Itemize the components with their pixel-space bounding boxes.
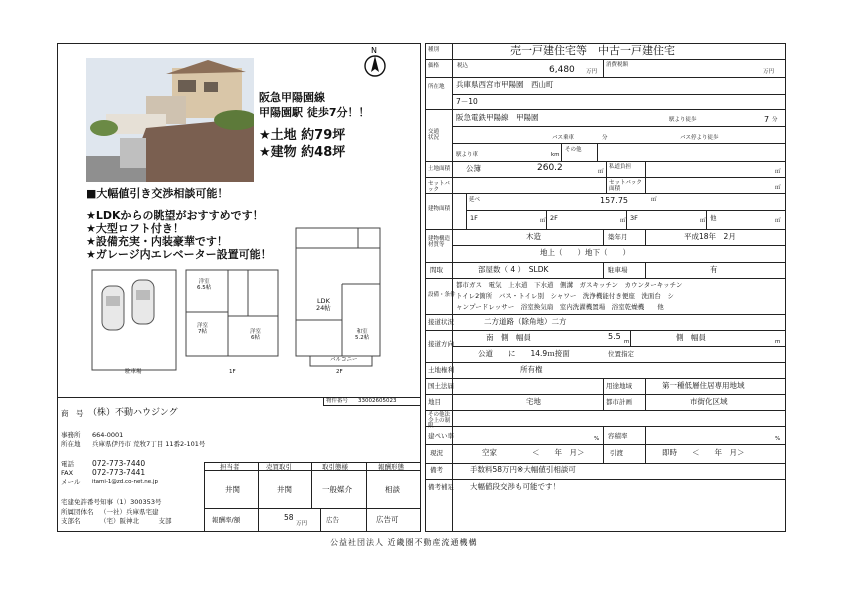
city-plan-label: 都市計画 [606,398,632,406]
km: km [551,152,560,158]
line: 阪急電鉄甲陽線 甲陽園 [456,113,539,122]
north-arrow-icon [360,44,390,78]
structure-label: 建物構造材質等 [428,236,451,248]
svg-text:N: N [371,46,377,55]
property-photo [86,58,254,182]
road1-m: m [624,339,630,345]
trade-label: 商 号 [61,409,84,418]
highlight-item: ★ガレージ内エレベーター設置可能！ [86,248,272,261]
city-plan: 市街化区域 [690,397,728,406]
highlight-item: ★大型ロフト付き！ [86,222,184,235]
fee-unit: 万円 [296,521,308,527]
f1-label: 1F [470,214,478,222]
road2-m: m [775,339,781,345]
plan-balcony: バルコニー [330,357,358,363]
price-unit: 万円 [586,69,598,75]
deal-value: 相談 [385,485,400,494]
total-area: 157.75 [600,196,628,205]
highlight-item: ★設備充実・内装豪華です！ [86,235,228,248]
doc-no: 33002605023 [358,398,397,404]
road-type: 公道 に 14.9ｍ接面 [478,349,570,358]
deal-value: 井関 [277,485,292,494]
zoning-label: 用途地域 [606,382,632,390]
deal-header: 報酬形態 [378,463,404,471]
road1-dir: 南 側 幅員 [486,333,531,342]
tel-label: 電話 [61,460,74,468]
mail: itami-1@zd.co-net.ne.jp [92,479,158,485]
location-label: 所在地 [428,84,445,90]
highlight-headline: ■大幅値引き交渉相談可能！ [86,187,229,200]
layout-label: 間取 [430,266,443,274]
mail-label: メール [61,478,81,486]
far-label: 容積率 [608,432,628,440]
remarks2: 大幅値段交渉も可能です！ [470,482,560,491]
handover-date: ＜ 年 月＞ [692,448,745,457]
land-area-label: 土地面積 [428,166,451,172]
sqm: ㎡ [775,169,781,175]
equip-line: ャンプードレッサー 浴室換気扇 室内洗濯機置場 浴室乾燥機 他 [456,303,664,311]
plan-room1: 洋室 6.5帖 [197,279,212,291]
bus-label: バス乗車 [552,135,575,141]
deal-header: 担当者 [220,463,240,471]
layout: 部屋数（ 4 ） SLDK [478,265,549,274]
private-road-label: 私道負担 [609,164,632,170]
license-label: 宅建免許番号 [61,498,100,506]
setback-label: セットバック [428,181,450,193]
station-from: 駅より車 [456,152,479,158]
equip-line: トイレ2箇所 バス・トイレ別 シャワー 洗浄機能付き便座 洗面台 シ [456,292,674,300]
address-label: 所在地 [61,440,81,448]
sqm: ㎡ [775,218,781,224]
plan-ldk: LDK 24帖 [316,297,331,312]
sqm: ㎡ [651,197,657,203]
remarks-label: 備考 [430,466,443,474]
fax: 072-773-7441 [92,468,146,477]
parking: 有 [710,265,718,274]
price: 6,480 [549,65,575,75]
national-label: 国土法届 [428,382,454,390]
coverage-unit: % [594,436,600,442]
branch-label: 支部名 [61,517,81,525]
road-label: 接道状況 [428,318,454,326]
location1: 兵庫県西宮市甲陽園 西山町 [456,80,554,89]
other-restrict-label: その他法令上の制限 [428,412,451,429]
road1-width: 5.5 [608,332,621,341]
office-label: 事務所 [61,431,81,439]
doc-no-label: 物件番号 [326,398,349,404]
plan-floor2: 2F [336,369,343,375]
sqm: ㎡ [540,218,546,224]
other: その他 [565,147,582,153]
plan-room2: 洋室 7帖 [197,323,209,335]
sqm: ㎡ [700,218,706,224]
status: 空家 [482,448,497,457]
photo-line2: 甲陽園駅 徒歩7分！！ [259,106,370,119]
walk-unit: 分 [772,117,778,123]
structure: 木造 [526,232,541,241]
branch: （宅）阪神北 支部 [100,517,172,525]
plan-floor1: 1F [229,369,236,375]
handover: 即時 [662,448,677,457]
rights-label: 土地権利 [428,366,454,374]
floor-plan [88,224,388,376]
land-use: 宅地 [526,397,541,406]
land-use-label: 地目 [428,398,441,406]
building-area-label: 建物面積 [428,206,451,212]
total-label: 延べ [469,197,481,203]
equip-line: 都市ガス 電気 上水道 下水道 側溝 ガスキッチン カウンターキッチン [456,281,683,289]
walk-label: 駅より徒歩 [669,117,697,123]
deal-value: 井関 [225,485,240,494]
busstop-label: バス停より徒歩 [680,135,719,141]
deal-header: 売買取引 [266,463,292,471]
parking-label: 駐車場 [608,266,628,274]
car-icon [102,286,124,330]
road2-dir: 側 幅員 [676,333,706,342]
sqm: ㎡ [620,218,626,224]
kind-label: 種別 [428,47,440,53]
road: 二方道路（除角地）二方 [484,317,567,326]
price-note-label: 消費税額 [606,62,629,68]
handover-label: 引渡 [610,449,623,457]
built-label: 築年月 [608,233,628,241]
car-icon [132,280,154,324]
remarks2-label: 備考補足 [428,483,454,491]
coverage-label: 建ぺい率 [428,432,454,440]
fee-label: 報酬率/額 [212,516,241,524]
highlight-item: ★LDKからの眺望がおすすめです！ [86,209,264,222]
transport-label: 交通状況 [428,129,440,141]
deal-value: 一般媒介 [322,485,352,494]
f3-label: 3F [630,214,638,222]
photo-building: ★建物 約48坪 [259,145,346,160]
land-area: 260.2 [537,163,563,173]
man-yen: 万円 [763,69,775,75]
sqm: ㎡ [598,169,604,175]
fee-value: 58 [284,513,294,522]
price-label: 価格 [428,63,440,69]
road-dir-label: 接道方向 [428,340,454,348]
plan-room4: 和室 5.2帖 [355,329,370,341]
assoc: （一社）兵庫県宅建 [100,508,159,516]
other-area-label: 他 [710,214,717,222]
photo-line1: 阪急甲陽園線 [259,91,325,104]
rights: 所有権 [520,365,543,374]
far-unit: % [775,436,781,442]
setback-area-label: セットバック面積 [609,180,642,192]
f2-label: 2F [550,214,558,222]
built: 平成18年 2月 [684,232,736,241]
bus-unit: 分 [602,135,608,141]
walk-min: 7 [764,115,770,124]
fax-label: FAX [61,469,74,477]
office-postal: 664-0001 [92,431,124,439]
footer-org: 公益社団法人 近畿圏不動産流通機構 [330,538,478,547]
trade-name: （株）不動ハウジング [88,408,178,418]
doc-title: 売一戸建住宅等 中古一戸建住宅 [510,44,675,57]
floors: 地上（ ）地下（ ） [540,248,630,257]
license: 知事（1）300353号 [100,498,162,506]
address: 兵庫県伊丹市 荒牧7丁目 11番2-101号 [92,440,206,448]
ad-label: 広告 [326,516,339,524]
plan-room3: 洋室 6帖 [250,329,262,341]
photo-land: ★土地 約79坪 [259,128,346,143]
land-kind: 公簿 [466,164,481,173]
status-label: 現況 [430,449,443,457]
ad-value: 広告可 [376,515,399,524]
equip-label: 設備・条件 [428,292,456,298]
location2: 7－10 [456,97,478,106]
assoc-label: 所属団体名 [61,508,94,516]
zoning: 第一種低層住居専用地域 [662,381,745,390]
sqm: ㎡ [775,185,781,191]
remarks: 手数料58万円※大幅値引相談可 [470,465,576,474]
tel: 072-773-7440 [92,459,146,468]
position-label: 位置指定 [608,350,634,358]
price-sub: 税込 [457,63,469,69]
status-date: ＜ 年 月＞ [532,448,585,457]
plan-parking: 駐車場 [125,369,142,375]
deal-header: 取引態様 [322,463,348,471]
house-photo-drawing [86,58,254,182]
